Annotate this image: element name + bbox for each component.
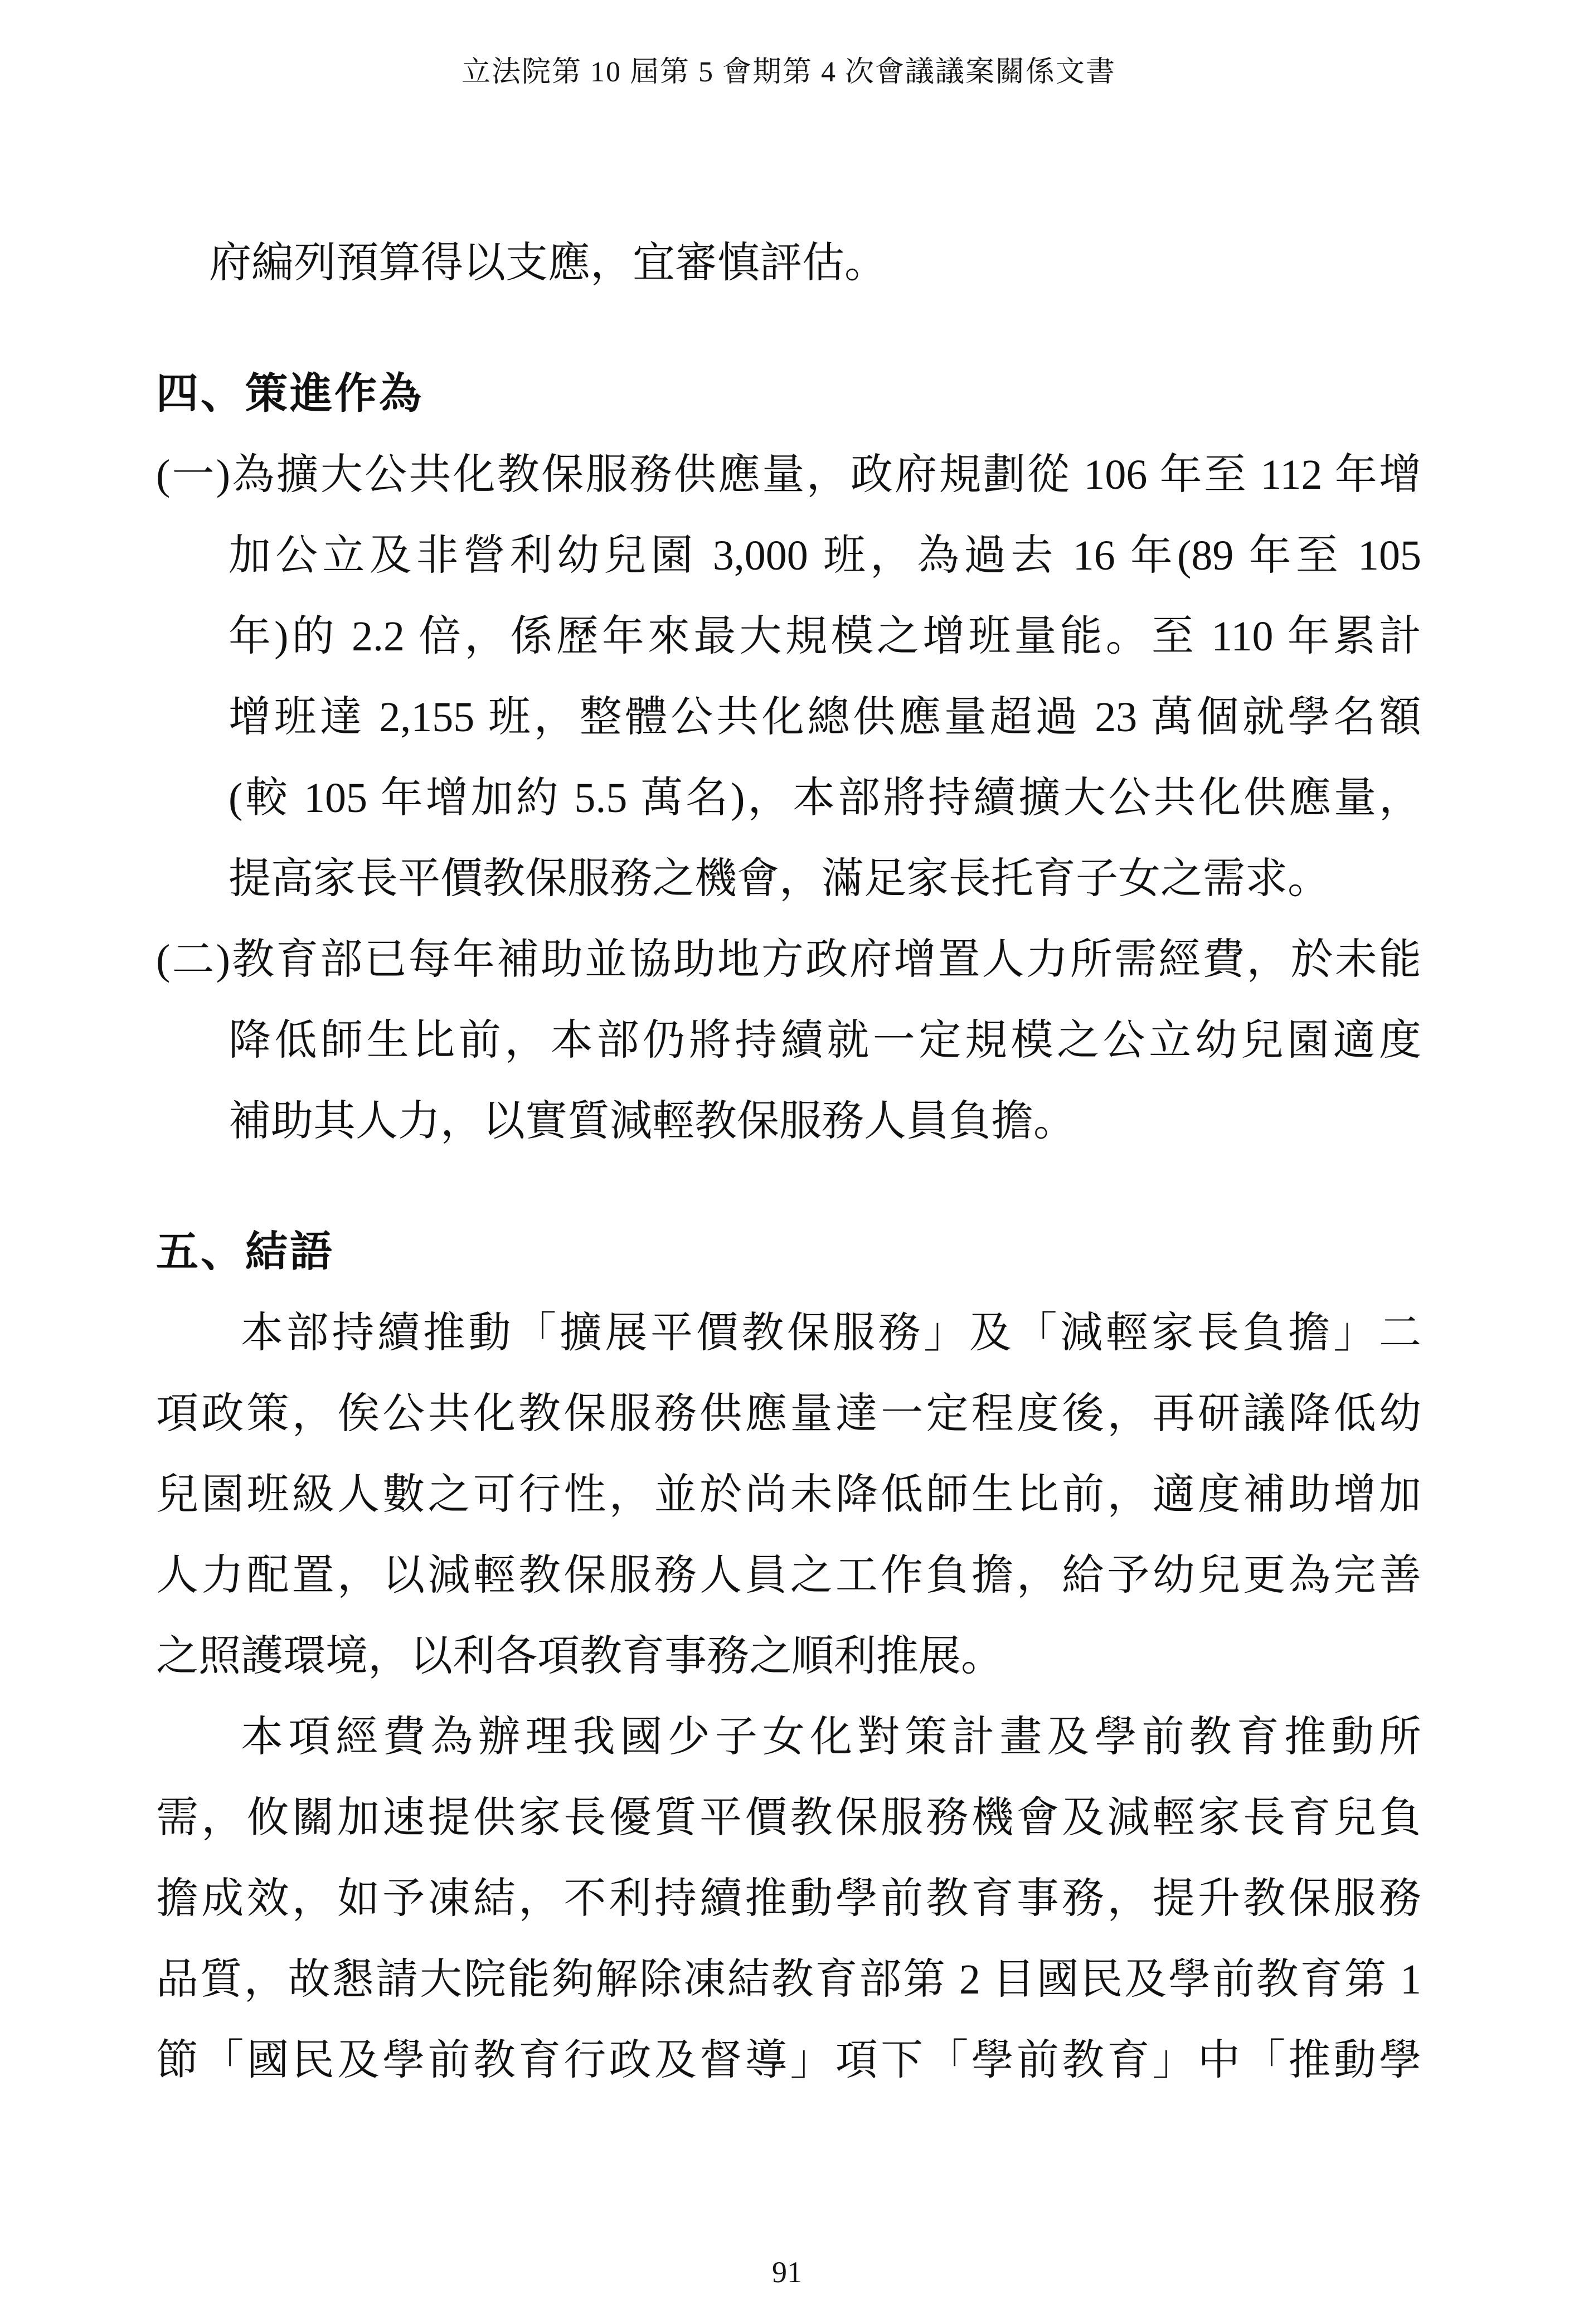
text-line: 本部持續推動「擴展平價教保服務」及「減輕家長負擔」二 (241, 1310, 1421, 1357)
section-4-item-1 (156, 435, 1421, 920)
page-number: 91 (772, 2255, 802, 2289)
section-5-heading: 五、結語 (156, 1229, 334, 1276)
text-line: 品質，故懇請大院能夠解除凍結教育部第 2 目國民及學前教育第 1 (156, 1956, 1421, 2003)
section-5-paragraph-1 (156, 1293, 1421, 1697)
text-line: 節「國民及學前教育行政及督導」項下「學前教育」中「推動學 (156, 2037, 1421, 2084)
text-line: 擔成效，如予凍結，不利持續推動學前教育事務，提升教保服務 (156, 1875, 1421, 1922)
text-line: 加公立及非營利幼兒園 3,000 班，為過去 16 年(89 年至 105 (229, 532, 1421, 579)
text-line: (一)為擴大公共化教保服務供應量，政府規劃從 106 年至 112 年增 (156, 451, 1421, 498)
section-4-item-2 (156, 920, 1421, 1162)
intro-paragraph (209, 223, 1421, 304)
text-line: 補助其人力，以實質減輕教保服務人員負擔。 (229, 1098, 1076, 1145)
text-line: 本項經費為辦理我國少子女化對策計畫及學前教育推動所 (241, 1714, 1421, 1761)
text-line: (二)教育部已每年補助並協助地方政府增置人力所需經費，於未能 (156, 936, 1421, 983)
section-4-heading: 四、策進作為 (156, 371, 424, 417)
text-line: 兒園班級人數之可行性，並於尚未降低師生比前，適度補助增加 (156, 1471, 1421, 1518)
text-line: 年)的 2.2 倍，係歷年來最大規模之增班量能。至 110 年累計 (229, 613, 1421, 660)
text-line: (較 105 年增加約 5.5 萬名)，本部將持續擴大公共化供應量， (229, 775, 1421, 821)
text-line: 府編列預算得以支應，宜審慎評估。 (209, 240, 887, 286)
document-body (156, 223, 1421, 2101)
text-line: 需，攸關加速提供家長優質平價教保服務機會及減輕家長育兒負 (156, 1795, 1421, 1841)
text-line: 提高家長平價教保服務之機會，滿足家長托育子女之需求。 (229, 855, 1330, 902)
text-line: 之照護環境，以利各項教育事務之順利推展。 (156, 1633, 1003, 1680)
text-line: 項政策，俟公共化教保服務供應量達一定程度後，再研議降低幼 (156, 1390, 1421, 1437)
text-line: 人力配置，以減輕教保服務人員之工作負擔，給予幼兒更為完善 (156, 1552, 1421, 1599)
document-header-title: 立法院第 10 屆第 5 會期第 4 次會議議案關係文書 (461, 56, 1116, 88)
section-5-paragraph-2 (156, 1697, 1421, 2101)
text-line: 增班達 2,155 班，整體公共化總供應量超過 23 萬個就學名額 (229, 694, 1421, 741)
text-line: 降低師生比前，本部仍將持續就一定規模之公立幼兒園適度 (229, 1017, 1421, 1064)
